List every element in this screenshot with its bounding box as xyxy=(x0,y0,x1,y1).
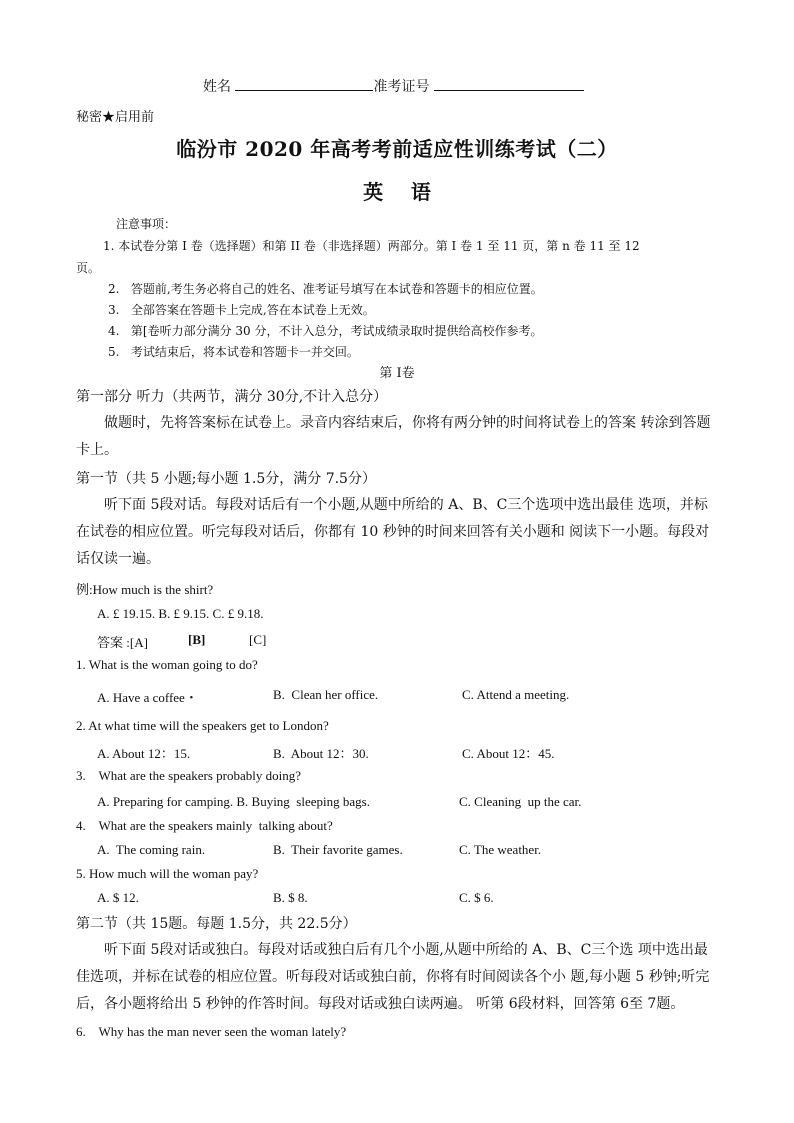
q2-option-b: B. About 12：30. xyxy=(273,746,369,761)
question-2: 2. At what time will the speakers get to London? xyxy=(76,718,329,733)
part1-instructions xyxy=(76,410,718,464)
question-3: 3. What are the speakers probably doing? xyxy=(76,768,302,783)
section1-instructions-text: 听下面 5段对话。每段对话后有一个小题,从题中所给的 A、B、C三个选项中选出最佳 选项，并标在试卷的相应位置。听完每段对话后，你都有 10 秒钟的时间来回答有关小题和 阅读下一小题。每段对话仅读一遍。 xyxy=(76,497,710,567)
volume-label: 第 I卷 xyxy=(379,366,415,381)
note-item-2: 2. 答题前,考生务必将自己的姓名、准考证号填写在本试卷和答题卡的相应位置。 xyxy=(108,282,543,296)
id-blank xyxy=(434,77,584,91)
section1-heading: 第一节（共 5 小题;每小题 1.5分，满分 7.5分） xyxy=(76,471,376,487)
part1-instructions-text: 做题时，先将答案标在试卷上。录音内容结束后，你将有两分钟的时间将试卷上的答案 转涂到答题卡上。 xyxy=(76,415,711,458)
note-item-1: 1. 本试卷分第 I 卷（选择题）和第 II 卷（非选择题）两部分。第 I 卷 1 至 11 页，第 n 卷 11 至 12 xyxy=(103,239,640,253)
example-question: 例:How much is the shirt? xyxy=(76,582,214,597)
id-label: 准考证号 xyxy=(373,79,430,95)
q4-option-c: C. The weather. xyxy=(459,842,542,857)
notes-heading: 注意事项： xyxy=(116,217,177,231)
question-6: 6. Why has the man never seen the woman lately? xyxy=(76,1024,347,1039)
q4-option-a: A. The coming rain. xyxy=(97,842,206,857)
question-1: 1. What is the woman going to do? xyxy=(76,657,258,672)
note-item-5: 5. 考试结束后，将本试卷和答题卡一并交回。 xyxy=(108,345,359,359)
secret-label: 秘密★启用前 xyxy=(76,110,155,125)
example-answer-c: [C] xyxy=(249,632,267,647)
page-title: 临汾市 2020 年高考考前适应性训练考试（二） xyxy=(176,137,618,161)
q5-option-a: A. $ 12. xyxy=(97,890,139,905)
q1-option-c: C. Attend a meeting. xyxy=(462,687,570,702)
example-answer-a: 答案 :[A] xyxy=(97,635,148,650)
section2-instructions xyxy=(76,937,718,1018)
name-row xyxy=(203,76,584,96)
name-blank xyxy=(235,77,373,91)
note-item-1-cont: 页。 xyxy=(76,261,101,275)
subject-title: 英 语 xyxy=(363,180,431,204)
name-label: 姓名 xyxy=(203,79,231,95)
q1-option-a: A. Have a coffee・ xyxy=(97,690,198,705)
q2-option-a: A. About 12：15. xyxy=(97,746,191,761)
q3-option-c: C. Cleaning up the car. xyxy=(459,794,582,809)
example-options: A. £ 19.15. B. £ 9.15. C. £ 9.18. xyxy=(97,606,264,621)
section1-instructions xyxy=(76,492,718,573)
question-5: 5. How much will the woman pay? xyxy=(76,866,259,881)
section2-instructions-text: 听下面 5段对话或独白。每段对话或独白后有几个小题,从题中所给的 A、B、C三个选 项中选出最佳选项，并标在试卷的相应位置。听每段对话或独白前，你将有时间阅读各个小 题,每小题 5 秒钟;听完后，各小题将给出 5 秒钟的作答时间。每段对话或独白读两遍。 听第 6段材料，回答第 6至 7题。 xyxy=(76,942,710,1012)
q5-option-c: C. $ 6. xyxy=(459,890,494,905)
q4-option-b: B. Their favorite games. xyxy=(273,842,403,857)
q1-option-b: B. Clean her office. xyxy=(273,687,379,702)
example-answer-b: [B] xyxy=(188,632,206,647)
note-item-3: 3. 全部答案在答题卡上完成,答在本试卷上无效。 xyxy=(108,303,375,317)
part1-heading: 第一部分 听力（共两节，满分 30分,不计入总分） xyxy=(76,389,388,405)
question-4: 4. What are the speakers mainly talking about? xyxy=(76,818,333,833)
q2-option-c: C. About 12：45. xyxy=(462,746,555,761)
q3-option-a: A. Preparing for camping. B. Buying sleeping bags. xyxy=(97,794,370,809)
note-item-4: 4. 第[卷听力部分满分 30 分，不计入总分，考试成绩录取时提供给高校作参考。 xyxy=(108,324,543,338)
q5-option-b: B. $ 8. xyxy=(273,890,308,905)
section2-heading: 第二节（共 15题。每题 1.5分，共 22.5分） xyxy=(76,916,357,932)
